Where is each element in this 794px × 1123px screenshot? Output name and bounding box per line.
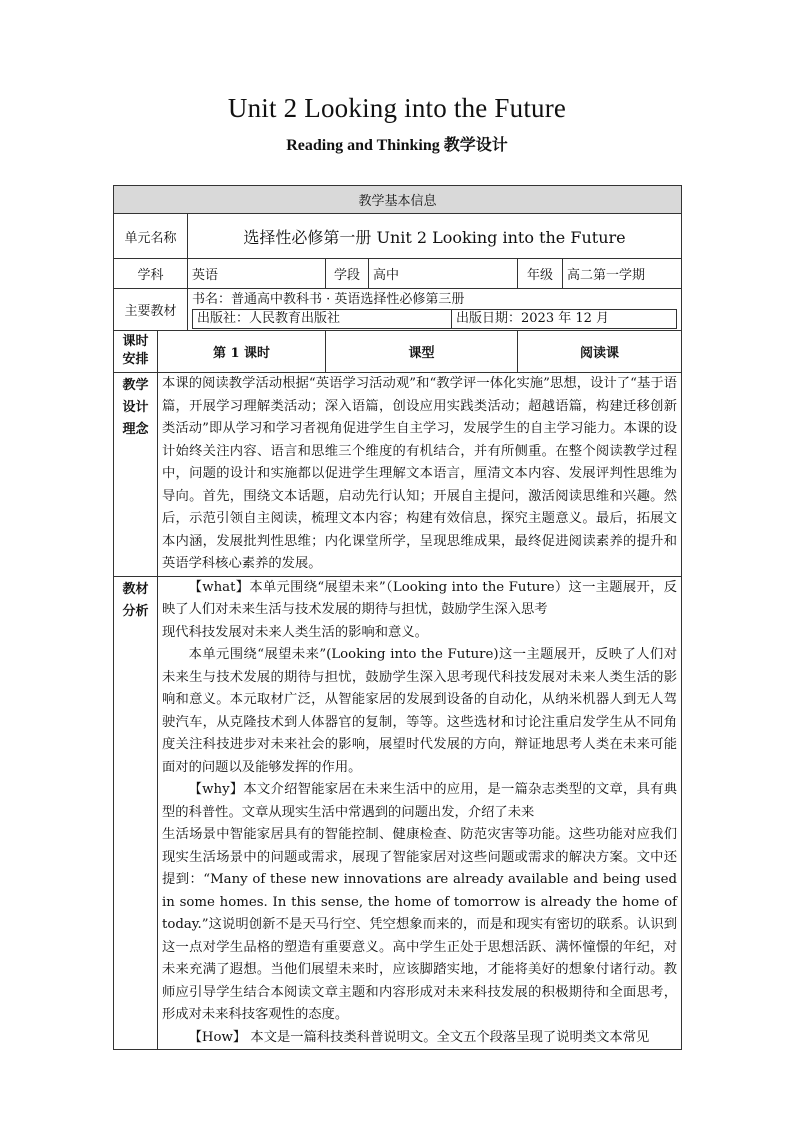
stage-value: 高中: [373, 268, 400, 283]
document-subtitle: Reading and Thinking 教学设计: [286, 137, 508, 154]
concept-label-line1: 教学: [122, 378, 149, 393]
stage-label: 学段: [333, 268, 360, 283]
grade-label-cell: [518, 259, 563, 289]
grade-value-cell: [563, 259, 682, 289]
stage-value-cell: [369, 259, 518, 289]
subject-value-cell: [188, 259, 326, 289]
analysis-what-paragraph: 【what】本单元围绕“展望未来”（Looking into the Future）这一主题展开，反映了人们对未来生活与技术发展的期待与担忧，鼓励学生深入思考: [162, 579, 678, 617]
analysis-label-line1: 教材: [122, 581, 149, 597]
period-label-cell: [114, 331, 158, 373]
analysis-what-continuation: 现代科技发展对未来人类生活的影响和意义。: [162, 624, 428, 640]
type-value-cell: [518, 331, 682, 373]
analysis-unit-paragraph: 本单元围绕“展望未来”(Looking into the Future)这一主题展开，反映了人们对未来生与技术发展的期待与担忧，鼓励学生深入思考现代科技发展对未来人类生活的影响和意义。本元取材广泛，从智能家居的发展到设备的自动化，从纳米机器人到无人驾驶汽车，从克隆技术到人体器官的复制，等等。这些选材和讨论注重启发学生从不同角度关注科技进步对未来社会的影响，展望时代发展的方向，辩证地思考人类在未来可能面对的问题以及能够发挥的作用。: [162, 647, 678, 775]
concept-label-line3: 理念: [122, 422, 149, 437]
grade-value: 高二第一学期: [567, 268, 646, 283]
analysis-label-line2: 分析: [122, 603, 149, 619]
material-book-name: 书名：普通高中教科书 · 英语选择性必修第三册: [192, 291, 465, 307]
type-value: 阅读课: [580, 346, 620, 361]
type-label-cell: [326, 331, 518, 373]
subject-label: 学科: [137, 268, 164, 283]
concept-text: 本课的阅读教学活动根据“英语学习活动观”和“教学评一体化实施”思想，设计了“基于语篇，开展学习理解类活动；深入语篇，创设应用实践类活动；超越语篇，构建迁移创新类活动”即从学习和学习者视角促进学生自主学习，发展学生的自主学习能力。本课的设计始终关注内容、语言和思维三个维度的有机结合，并有所侧重。在整个阅读教学过程中，问题的设计和实施都以促进学生理解文本语言，厘清文本内容、发展评判性思维为导向。首先，围绕文本话题，启动先行认知；开展自主提问，激活阅读思维和兴趣。然后，示范引领自主阅读，梳理文本内容；构建有效信息，探究主题意义。最后，拓展文本内涵，发展批判性思维；内化课堂所学，呈现思维成果，最终促进阅读素养的提升和英语学科核心素养的发展。: [162, 376, 678, 571]
material-date: 出版日期：2023 年 12 月: [452, 309, 677, 328]
concept-text-cell: [158, 373, 682, 577]
analysis-why-continuation: 生活场景中智能家居具有的智能控制、健康检查、防范灾害等功能。这些功能对应我们现实生活场景中的问题或需求，展现了智能家居对这些问题或需求的解决方案。文中还提到：“Many of these new innovations are already available and being used in some homes. In this sense, the home of tomorrow is already the home of today.”这说明创新不是天马行空、凭空想象而来的，而是和现实有密切的联系。认识到这一点对学生品格的塑造有重要意义。高中学生正处于思想活跃、满怀憧憬的年纪，对未来充满了遐想。当他们展望未来时，应该脚踏实地，才能将美好的想象付诸行动。教师应引导学生结合本阅读文章主题和内容形成对未来科技发展的积极期待和全面思考，形成对未来科技客观性的态度。: [162, 827, 678, 1022]
lesson-info-table: [113, 185, 682, 1050]
period-value-cell: [158, 331, 326, 373]
period-label-line1: 课时: [122, 334, 149, 349]
unit-value: 选择性必修第一册 Unit 2 Looking into the Future: [243, 227, 626, 247]
type-label: 课型: [408, 346, 435, 361]
grade-label: 年级: [526, 268, 553, 283]
subject-label-cell: [114, 259, 188, 289]
stage-label-cell: [326, 259, 369, 289]
analysis-why-paragraph: 【why】本文介绍智能家居在未来生活中的应用，是一篇杂志类型的文章，具有典型的科普性。文章从现实生活中常遇到的问题出发，介绍了未来: [162, 782, 678, 820]
section-title: 教学基本信息: [358, 194, 437, 209]
concept-label-cell: [114, 373, 158, 577]
analysis-text-cell: [158, 576, 682, 1050]
period-label-line2: 安排: [122, 352, 149, 367]
subject-value: 英语: [192, 268, 219, 283]
material-label: 主要教材: [124, 304, 177, 319]
document-title: Unit 2 Looking into the Future: [227, 93, 567, 123]
analysis-how-paragraph: 【How】 本文是一篇科技类科普说明文。全文五个段落呈现了说明类文本常见: [188, 1029, 650, 1045]
section-title-cell: [114, 186, 682, 214]
period-value: 第 1 课时: [212, 346, 271, 361]
analysis-label-cell: [114, 576, 158, 1050]
material-value-cell: [188, 289, 682, 331]
material-publisher: 出版社：人民教育出版社: [193, 309, 452, 328]
concept-label-line2: 设计: [122, 400, 149, 415]
material-label-cell: [114, 289, 188, 331]
unit-label-cell: [114, 214, 188, 259]
unit-value-cell: [188, 214, 682, 259]
unit-label: 单元名称: [124, 230, 177, 246]
